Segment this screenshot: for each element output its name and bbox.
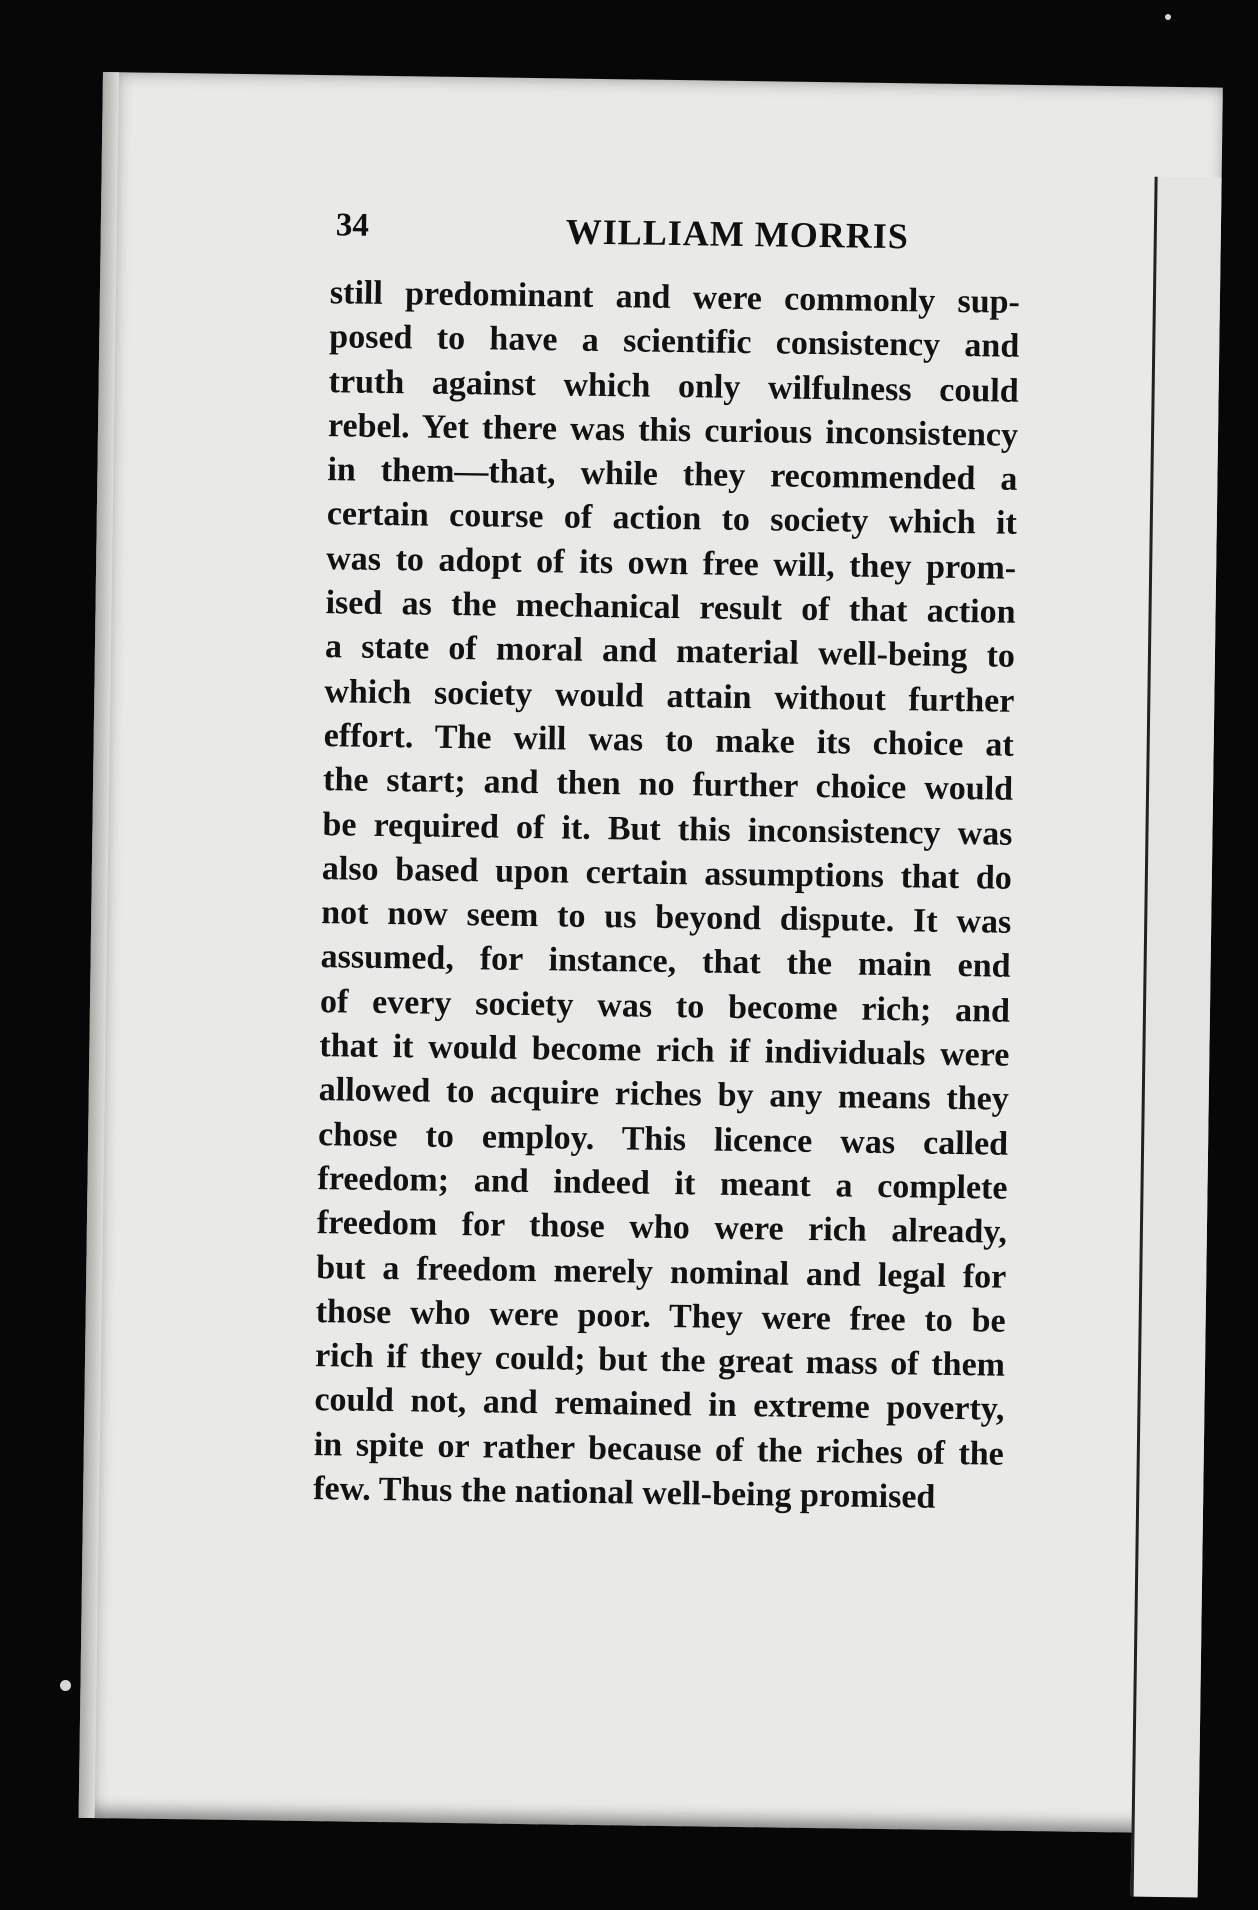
text-line: in spite or rather because of the riches of the [313,1425,1005,1473]
dust-speck [1165,14,1171,20]
text-line: the start; and then no further choice would [322,761,1014,809]
text-line: assumed, for instance, that the main end [320,938,1011,986]
text-line: chose to employ. This licence was called [317,1115,1009,1163]
body-text [313,271,1020,1521]
text-line: which society would attain without further [324,672,1015,720]
text-line: could not, and remained in extreme poverty, [314,1381,1005,1429]
text-line: still predominant and were commonly sup- [329,274,1021,321]
adjacent-page-edge [1131,177,1222,1898]
text-line: also based upon certain assumptions that do [321,849,1013,897]
text-line: but a freedom merely nominal and legal for [316,1248,1007,1296]
text-line: not now seem to us beyond dispute. It was [321,894,1012,941]
text-line: rich if they could; but the great mass of them [314,1337,1006,1384]
page-number: 34 [335,207,370,244]
text-line: rebel. Yet there was this curious inconsistency [327,407,1019,454]
running-head: WILLIAM MORRIS [565,211,910,257]
text-line: freedom for those who were rich already, [316,1204,1008,1251]
dust-speck [60,1680,71,1691]
text-line: in them—that, while they recommended a [327,451,1018,498]
text-line: a state of moral and material well-being to [324,628,1016,676]
text-line: certain course of action to society which it [326,495,1018,543]
text-line: that it would become rich if individuals were [319,1027,1010,1074]
text-line: few. Thus the national well-being promised [312,1470,936,1516]
text-line: freedom; and indeed it meant a complete [317,1160,1008,1207]
text-line: of every society was to become rich; and [319,982,1011,1030]
book-page [79,72,1223,1833]
text-line: truth against which only wilfulness could [328,362,1019,410]
text-line: was to adopt of its own free will, they prom- [325,539,1017,587]
text-line: be required of it. But this inconsistency was [322,805,1013,853]
text-line: those who were poor. They were free to be [315,1292,1006,1340]
text-line: allowed to acquire riches by any means they [318,1071,1009,1119]
page-header [335,207,1016,257]
text-line: effort. The will was to make its choice at [323,717,1014,764]
text-line: posed to have a scientific consistency and [329,318,1020,366]
text-line: ised as the mechanical result of that action [325,584,1016,631]
